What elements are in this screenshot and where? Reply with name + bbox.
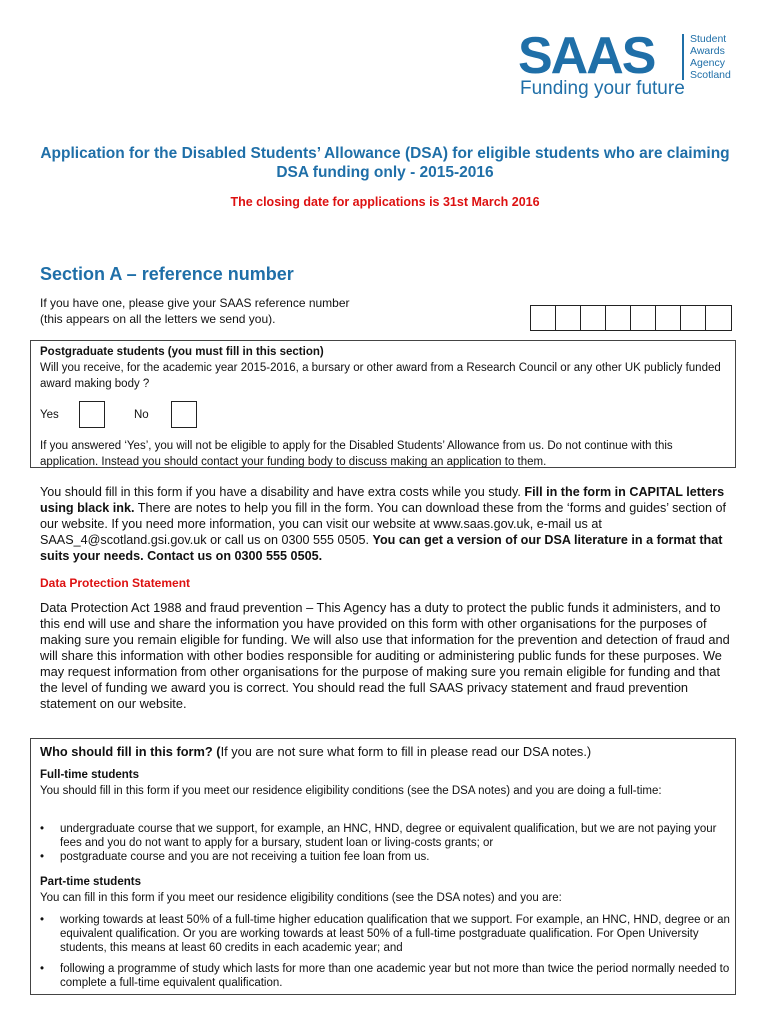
data-protection-body: Data Protection Act 1988 and fraud prevention – This Agency has a duty to protect the public funds it administers, and to this end will use and share the information you have provided on this form with other organisations for the purposes of making sure you remain eligible for funding. We will also use that information for the prevention and detection of fraud and will share this information with other bodies responsible for auditing or administering public funds for these purposes. We may request information from other organisations for the purpose of making sure you remain eligible for funding and that the level of funding we award you is correct. You should read the full SAAS privacy statement and fraud prevention statement on our website.	[40, 600, 730, 711]
fulltime-list	[40, 822, 730, 864]
intro-text: There are notes to help you fill in the form. You can download these from the ‘forms and guides’ section of our website. If you need more information, you can visit our website at www.saas.gov.uk, e-mail us at SAAS_4@scotland.gsi.gov.uk or call us on 0300 555 0505.	[40, 501, 727, 547]
list-item	[40, 822, 730, 850]
closing-date: The closing date for applications is 31st March 2016	[230, 195, 540, 209]
reference-instructions	[40, 295, 350, 327]
postgraduate-section	[30, 340, 736, 468]
who-heading-bold: Who should fill in this form? (	[40, 744, 221, 759]
reference-digit-box[interactable]	[581, 306, 606, 330]
reference-digit-box[interactable]	[656, 306, 681, 330]
list-item	[40, 850, 730, 864]
no-label: No	[134, 409, 149, 421]
reference-digit-box[interactable]	[681, 306, 706, 330]
list-item-text: postgraduate course and you are not receiving a tuition fee loan from us.	[60, 851, 430, 863]
no-checkbox[interactable]	[171, 401, 197, 428]
who-heading	[40, 744, 730, 760]
data-protection-heading: Data Protection Statement	[40, 576, 191, 590]
list-item	[40, 913, 730, 955]
reference-digit-box[interactable]	[606, 306, 631, 330]
yes-label: Yes	[40, 409, 59, 421]
logo-line: Scotland	[690, 69, 731, 81]
logo-line: Student	[690, 33, 727, 45]
parttime-heading: Part-time students	[40, 876, 141, 888]
intro-bold-instruction: Fill in the form in CAPITAL letters using black ink.	[40, 485, 725, 515]
intro-paragraph	[40, 484, 730, 564]
reference-digit-box[interactable]	[631, 306, 656, 330]
list-item-text: following a programme of study which lasts for more than one academic year but not more than twice the period normally needed to complete a full-time equivalent qualification.	[60, 963, 730, 989]
who-should-fill-section	[30, 738, 736, 995]
list-item	[40, 962, 730, 990]
logo-agency-name	[690, 33, 731, 81]
reference-number-field[interactable]	[530, 305, 732, 331]
list-item-text: working towards at least 50% of a full-time higher education qualification that we support. For example, an HNC, HND, degree or an equivalent qualification. Or you are working towards at least 50% of a full-time postgraduate qualification. For Open University students, this means at least 60 credits in each academic year; and	[60, 914, 730, 954]
reference-digit-box[interactable]	[556, 306, 581, 330]
intro-bold-contact: You can get a version of our DSA literature in a format that suits your needs. Contact us on 0300 555 0505.	[40, 533, 723, 563]
saas-logo	[518, 27, 743, 102]
bullet-icon: •	[40, 914, 45, 926]
who-heading-rest: If you are not sure what form to fill in please read our DSA notes.)	[220, 744, 592, 759]
parttime-text: You can fill in this form if you meet our residence eligibility conditions (see the DSA notes) and you are:	[40, 892, 562, 904]
fulltime-text: You should fill in this form if you meet our residence eligibility conditions (see the DSA notes) and you are doing a full-time:	[40, 785, 662, 797]
section-a-heading: Section A – reference number	[40, 264, 294, 284]
logo-line: Agency	[690, 57, 726, 69]
bullet-icon: •	[40, 823, 45, 835]
logo-tagline: Funding your future	[520, 78, 685, 99]
fulltime-heading: Full-time students	[40, 769, 140, 781]
reference-digit-box[interactable]	[706, 306, 731, 330]
bullet-icon: •	[40, 963, 45, 975]
form-title: Application for the Disabled Students’ Allowance (DSA) for eligible students who are claiming DSA funding only - 2015-2016	[40, 145, 730, 181]
postgraduate-question: Will you receive, for the academic year 2015-2016, a bursary or other award from a Research Council or any other UK publicly funded award making body ?	[40, 362, 721, 390]
logo-divider	[682, 34, 684, 80]
reference-text-line: (this appears on all the letters we send you).	[40, 312, 276, 326]
parttime-list	[40, 913, 730, 997]
logo-line: Awards	[690, 45, 725, 57]
postgraduate-note: If you answered ‘Yes’, you will not be eligible to apply for the Disabled Students’ Allowance from us. Do not continue with this application. Instead you should contact your funding body to discuss making an application to them.	[40, 440, 673, 468]
reference-digit-box[interactable]	[531, 306, 556, 330]
list-item-text: undergraduate course that we support, for example, an HNC, HND, degree or equivalent qualification, but we are not paying your fees and you do not want to apply for a bursary, student loan or living-costs grants; or	[60, 823, 717, 849]
intro-text: You should fill in this form if you have a disability and have extra costs while you study.	[40, 485, 525, 499]
reference-text-line: If you have one, please give your SAAS reference number	[40, 296, 350, 310]
yes-checkbox[interactable]	[79, 401, 105, 428]
bullet-icon: •	[40, 851, 45, 863]
logo-wordmark: SAAS	[518, 27, 655, 85]
postgraduate-heading: Postgraduate students (you must fill in this section)	[40, 346, 324, 358]
